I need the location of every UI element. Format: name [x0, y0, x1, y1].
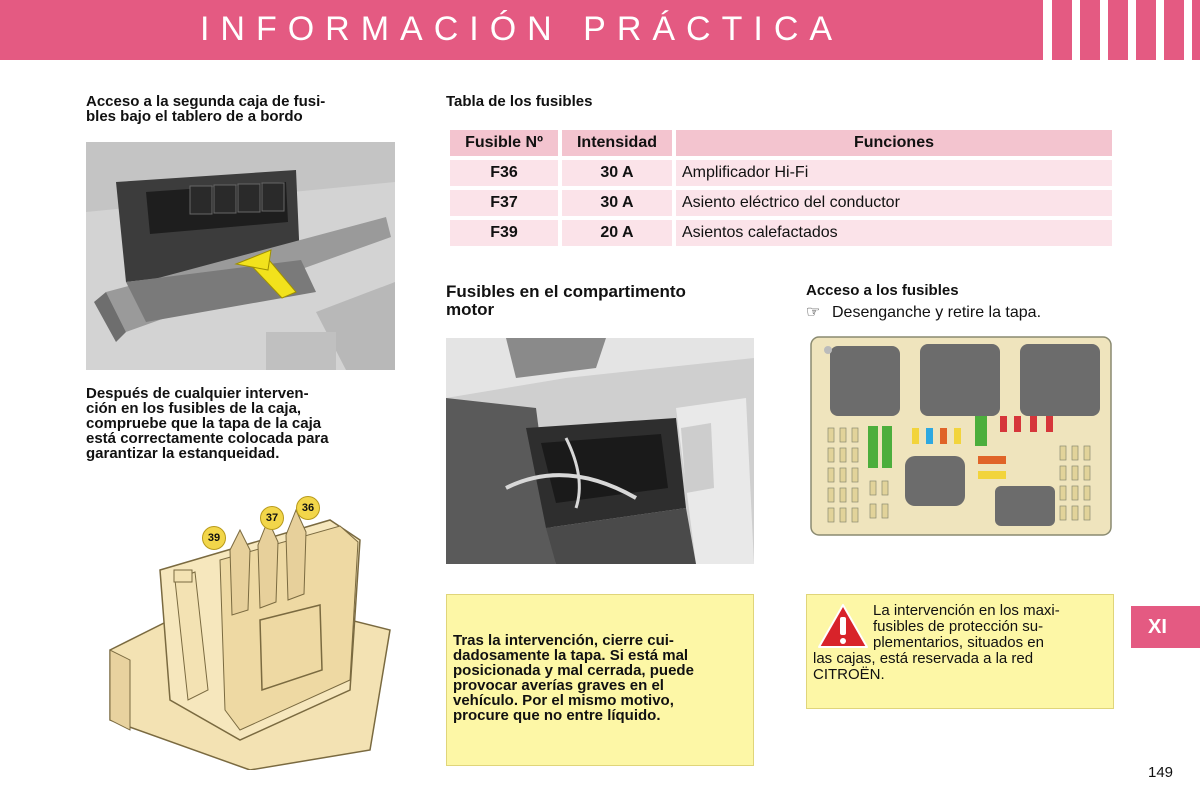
caution-line: vehículo. Por el mismo motivo, [453, 692, 674, 709]
callout-badge: 36 [296, 496, 320, 520]
fuse-number: F39 [450, 220, 558, 246]
caution-line: Tras la intervención, cierre cui- [453, 632, 674, 649]
header-stripe [1192, 0, 1200, 60]
callout-badge: 37 [260, 506, 284, 530]
header-stripe [1080, 0, 1100, 60]
fuse-function: Amplificador Hi-Fi [676, 160, 1112, 186]
header-stripes [1052, 0, 1200, 60]
chapter-tab: XI [1131, 606, 1200, 648]
fuse-amps: 30 A [562, 190, 672, 216]
fuse-number: F36 [450, 160, 558, 186]
engine-section-title [446, 283, 766, 319]
page-title: INFORMACIÓN PRÁCTICA [199, 10, 844, 48]
header-stripe [1108, 0, 1128, 60]
column-header-fuse: Fusible Nº [450, 130, 558, 156]
header-stripe [1164, 0, 1184, 60]
glovebox-paragraph-line: garantizar la estanqueidad. [86, 445, 280, 462]
note-line: las cajas, está reservada a la red [813, 650, 1034, 667]
engine-compartment-photo [446, 338, 754, 564]
callout-badge: 39 [202, 526, 226, 550]
column-header-functions: Funciones [676, 130, 1112, 156]
warning-triangle-icon [817, 603, 869, 649]
engine-fuse-box-diagram [810, 336, 1112, 536]
glovebox-paragraph-line: está correctamente colocada para [86, 430, 329, 447]
glovebox-paragraph [86, 386, 395, 461]
header-stripe [1136, 0, 1156, 60]
access-section-title: Acceso a los fusibles [806, 282, 959, 299]
fuse-box-illustration [100, 490, 400, 770]
page-header [0, 0, 1043, 60]
fuse-amps: 20 A [562, 220, 672, 246]
table-row [450, 190, 1112, 216]
caution-text [453, 633, 749, 723]
note-line: plementarios, situados en [873, 634, 1044, 651]
fuse-table-title: Tabla de los fusibles [446, 93, 593, 110]
caution-line: procure que no entre líquido. [453, 707, 661, 724]
glovebox-title-line: bles bajo el tablero de a bordo [86, 108, 303, 125]
fuse-amps: 30 A [562, 160, 672, 186]
note-line: La intervención en los maxi- [873, 602, 1060, 619]
pointing-hand-icon: ☞ [806, 304, 821, 321]
engine-title-line: motor [446, 300, 495, 319]
caution-line: provocar averías graves en el [453, 677, 664, 694]
page-number: 149 [1148, 764, 1174, 781]
glovebox-photo [86, 142, 395, 370]
fuse-function: Asientos calefactados [676, 220, 1112, 246]
table-header-row [450, 130, 1112, 156]
column-header-intensity: Intensidad [562, 130, 672, 156]
glovebox-section-title [86, 94, 396, 124]
glovebox-photo-illustration [86, 142, 395, 370]
maxi-fuse-note-box [806, 594, 1114, 709]
note-line: CITROËN. [813, 666, 885, 683]
engine-photo-illustration [446, 338, 754, 564]
access-step [806, 302, 1041, 322]
fuse-table [446, 126, 1116, 250]
caution-line: posicionada y mal cerrada, puede [453, 662, 694, 679]
glovebox-paragraph-line: compruebe que la tapa de la caja [86, 415, 322, 432]
access-step-text: Desenganche y retire la tapa. [832, 304, 1042, 321]
caution-line: dadosamente la tapa. Si está mal [453, 647, 689, 664]
table-row [450, 220, 1112, 246]
header-stripe [1052, 0, 1072, 60]
glovebox-paragraph-line: Después de cualquier interven- [86, 385, 309, 402]
fuse-number: F37 [450, 190, 558, 216]
note-line: fusibles de protección su- [873, 618, 1044, 635]
glovebox-paragraph-line: ción en los fusibles de la caja, [86, 400, 302, 417]
fuse-function: Asiento eléctrico del conductor [676, 190, 1112, 216]
engine-title-line: Fusibles en el compartimento [446, 282, 686, 301]
glovebox-title-line: Acceso a la segunda caja de fusi- [86, 93, 326, 110]
table-row [450, 160, 1112, 186]
caution-box [446, 594, 754, 766]
